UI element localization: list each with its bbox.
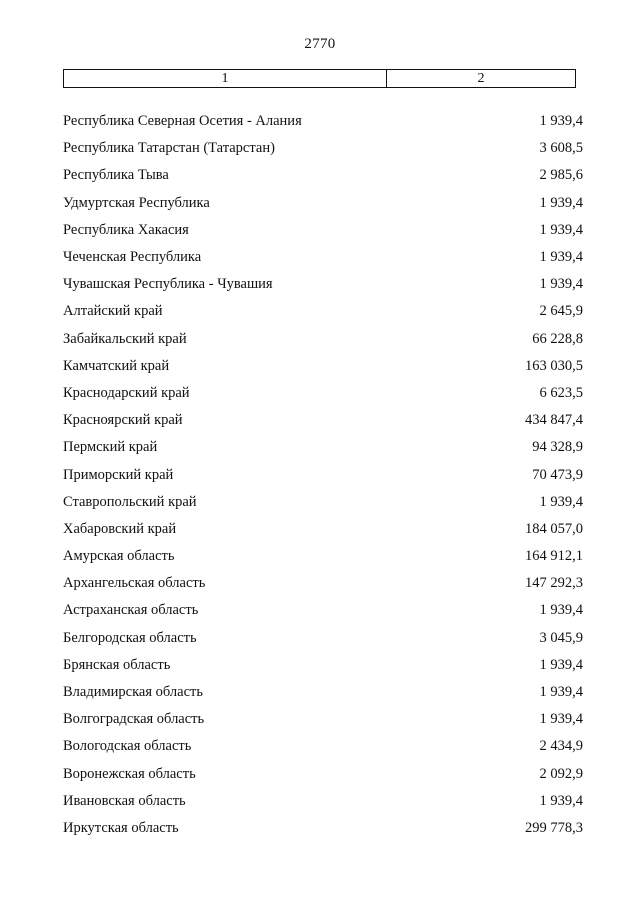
region-value: 164 912,1: [525, 548, 583, 565]
region-value: 6 623,5: [539, 384, 583, 401]
region-name: Забайкальский край: [63, 330, 187, 347]
region-value: 2 092,9: [539, 765, 583, 782]
region-name: Алтайский край: [63, 303, 163, 320]
region-value: 1 939,4: [539, 113, 583, 130]
region-value: 3 608,5: [539, 140, 583, 157]
table-row: [63, 788, 583, 815]
region-name: Пермский край: [63, 439, 158, 456]
region-name: Удмуртская Республика: [63, 194, 210, 211]
table-row: [63, 217, 583, 244]
table-row: [63, 108, 583, 135]
region-name: Иркутская область: [63, 819, 179, 836]
table-row: [63, 597, 583, 624]
region-value: 2 434,9: [539, 738, 583, 755]
table-row: [63, 761, 583, 788]
table-row: [63, 434, 583, 461]
region-value: 1 939,4: [539, 792, 583, 809]
region-name: Камчатский край: [63, 357, 170, 374]
table-header-column-1: 1: [64, 70, 387, 87]
region-name: Волгоградская область: [63, 711, 205, 728]
table-row: [63, 190, 583, 217]
table-row: [63, 625, 583, 652]
region-value: 70 473,9: [532, 466, 583, 483]
region-name: Астраханская область: [63, 602, 199, 619]
region-name: Красноярский край: [63, 412, 183, 429]
region-value: 3 045,9: [539, 629, 583, 646]
region-value: 163 030,5: [525, 357, 583, 374]
region-value: 2 985,6: [539, 167, 583, 184]
page-number: 2770: [304, 36, 336, 52]
table-body: [63, 108, 583, 842]
region-value: 1 939,4: [539, 493, 583, 510]
region-value: 1 939,4: [539, 684, 583, 701]
region-name: Республика Хакасия: [63, 221, 189, 238]
region-value: 299 778,3: [525, 819, 583, 836]
region-name: Чувашская Республика - Чувашия: [63, 276, 273, 293]
table-row: [63, 380, 583, 407]
region-name: Владимирская область: [63, 684, 203, 701]
region-name: Воронежская область: [63, 765, 196, 782]
region-name: Вологодская область: [63, 738, 192, 755]
region-name: Республика Тыва: [63, 167, 169, 184]
region-name: Чеченская Республика: [63, 249, 202, 266]
region-value: 184 057,0: [525, 520, 583, 537]
table-row: [63, 652, 583, 679]
region-name: Белгородская область: [63, 629, 197, 646]
table-row: [63, 162, 583, 189]
table-row: [63, 298, 583, 325]
region-value: 1 939,4: [539, 711, 583, 728]
region-value: 2 645,9: [539, 303, 583, 320]
table-header-column-2: 2: [477, 71, 485, 86]
table-header: [63, 69, 576, 88]
region-name: Хабаровский край: [63, 520, 177, 537]
region-name: Брянская область: [63, 656, 171, 673]
region-name: Краснодарский край: [63, 384, 190, 401]
region-name: Архангельская область: [63, 575, 206, 592]
region-value: 66 228,8: [532, 330, 583, 347]
region-name: Амурская область: [63, 548, 175, 565]
table-row: [63, 135, 583, 162]
table-row: [63, 679, 583, 706]
region-value: 1 939,4: [539, 602, 583, 619]
region-name: Приморский край: [63, 466, 174, 483]
region-value: 434 847,4: [525, 412, 583, 429]
region-value: 1 939,4: [539, 276, 583, 293]
table-row: [63, 244, 583, 271]
table-row: [63, 407, 583, 434]
table-row: [63, 570, 583, 597]
table-row: [63, 543, 583, 570]
table-row: [63, 489, 583, 516]
region-name: Ивановская область: [63, 792, 186, 809]
table-row: [63, 461, 583, 488]
region-name: Республика Татарстан (Татарстан): [63, 140, 275, 157]
table-row: [63, 353, 583, 380]
region-value: 1 939,4: [539, 656, 583, 673]
table-row: [63, 815, 583, 842]
region-value: 147 292,3: [525, 575, 583, 592]
region-value: 1 939,4: [539, 194, 583, 211]
table-row: [63, 326, 583, 353]
region-name: Республика Северная Осетия - Алания: [63, 113, 302, 130]
table-row: [63, 271, 583, 298]
table-row: [63, 516, 583, 543]
region-value: 1 939,4: [539, 249, 583, 266]
region-value: 1 939,4: [539, 221, 583, 238]
region-name: Ставропольский край: [63, 493, 197, 510]
region-value: 94 328,9: [532, 439, 583, 456]
table-row: [63, 733, 583, 760]
table-row: [63, 706, 583, 733]
